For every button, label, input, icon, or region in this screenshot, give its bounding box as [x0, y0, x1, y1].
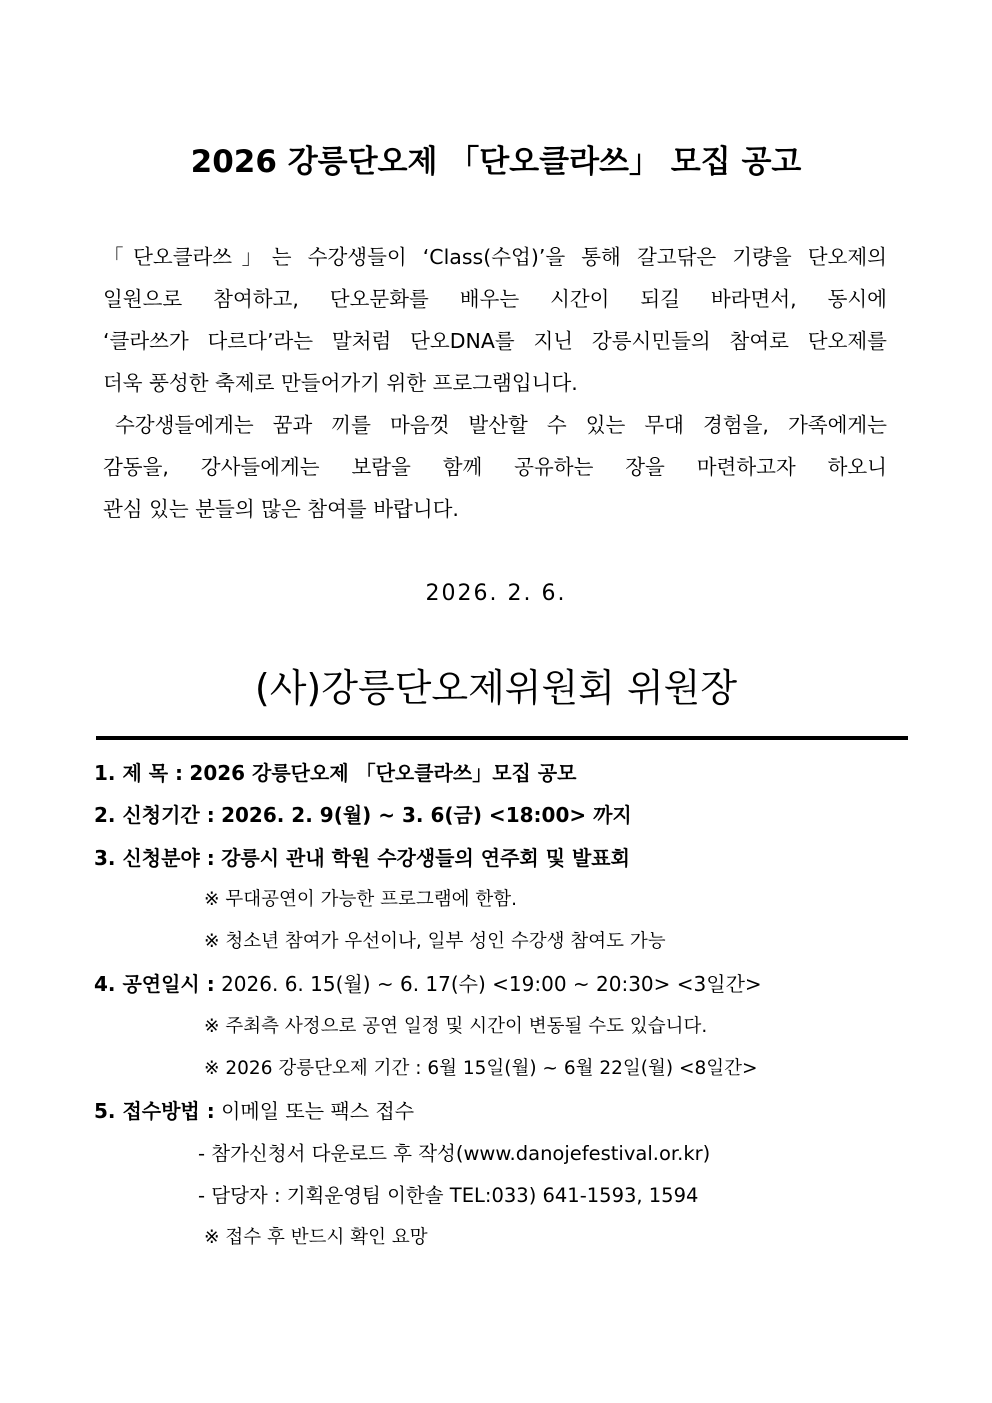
item-subject	[94, 752, 914, 794]
divider-line	[96, 736, 908, 740]
item-value: 2026. 2. 9(월) ~ 3. 6(금) <18:00> 까지	[221, 803, 632, 828]
intro-line: 「단오클라쓰」는 수강생들이 ‘Class(수업)’을 통해 갈고닦은 기량을 단오제의	[103, 245, 887, 269]
item-value: 2026 강릉단오제 「단오클라쓰」모집 공모	[189, 761, 577, 785]
item-field	[94, 837, 914, 879]
item-detail: - 참가신청서 다운로드 후 작성(www.danojefestival.or.kr)	[198, 1141, 711, 1165]
item-label: 2. 신청기간 :	[94, 803, 215, 828]
item-value: 2026. 6. 15(월) ~ 6. 17(수) <19:00 ~ 20:30> <3일간>	[221, 972, 762, 997]
details-list	[94, 752, 914, 1260]
item-note: ※ 2026 강릉단오제 기간 : 6월 15일(월) ~ 6월 22일(월) <8일간>	[204, 1058, 758, 1080]
item-label: 3. 신청분야 :	[94, 845, 215, 870]
intro-line: 더욱 풍성한 축제로 만들어가기 위한 프로그램입니다.	[103, 371, 578, 395]
item-label: 5. 접수방법 :	[94, 1099, 215, 1124]
intro-paragraph	[103, 236, 887, 530]
intro-line: 관심 있는 분들의 많은 참여를 바랍니다.	[103, 497, 459, 521]
intro-line: ‘클라쓰가 다르다’라는 말처럼 단오DNA를 지닌 강릉시민들의 참여로 단오제를	[103, 329, 887, 353]
item-note: ※ 주최측 사정으로 공연 일정 및 시간이 변동될 수도 있습니다.	[204, 1015, 708, 1037]
announcement-date: 2026. 2. 6.	[425, 581, 567, 606]
item-note: ※ 청소년 참여가 우선이나, 일부 성인 수강생 참여도 가능	[204, 931, 666, 953]
intro-line: 수강생들에게는 꿈과 끼를 마음껏 발산할 수 있는 무대 경험을, 가족에게는	[115, 413, 887, 437]
item-note: ※ 접수 후 반드시 확인 요망	[204, 1227, 428, 1249]
item-label: 1. 제 목 :	[94, 761, 184, 785]
item-label: 4. 공연일시 :	[94, 972, 215, 997]
item-period	[94, 794, 914, 836]
item-detail: - 담당자 : 기획운영팀 이한솔 TEL:033) 641-1593, 1594	[198, 1183, 699, 1207]
item-value: 이메일 또는 팩스 접수	[221, 1099, 415, 1124]
item-reception	[94, 1090, 914, 1132]
intro-line: 감동을, 강사들에게는 보람을 함께 공유하는 장을 마련하고자 하오니	[103, 455, 887, 479]
item-note: ※ 무대공연이 가능한 프로그램에 한함.	[204, 888, 517, 910]
item-performance	[94, 963, 914, 1005]
item-value: 강릉시 관내 학원 수강생들의 연주회 및 발표회	[221, 845, 630, 870]
organization-signature: (사)강릉단오제위원회 위원장	[254, 666, 738, 710]
page-title: 2026 강릉단오제 「단오클라쓰」 모집 공고	[190, 144, 802, 180]
intro-line: 일원으로 참여하고, 단오문화를 배우는 시간이 되길 바라면서, 동시에	[103, 287, 887, 311]
